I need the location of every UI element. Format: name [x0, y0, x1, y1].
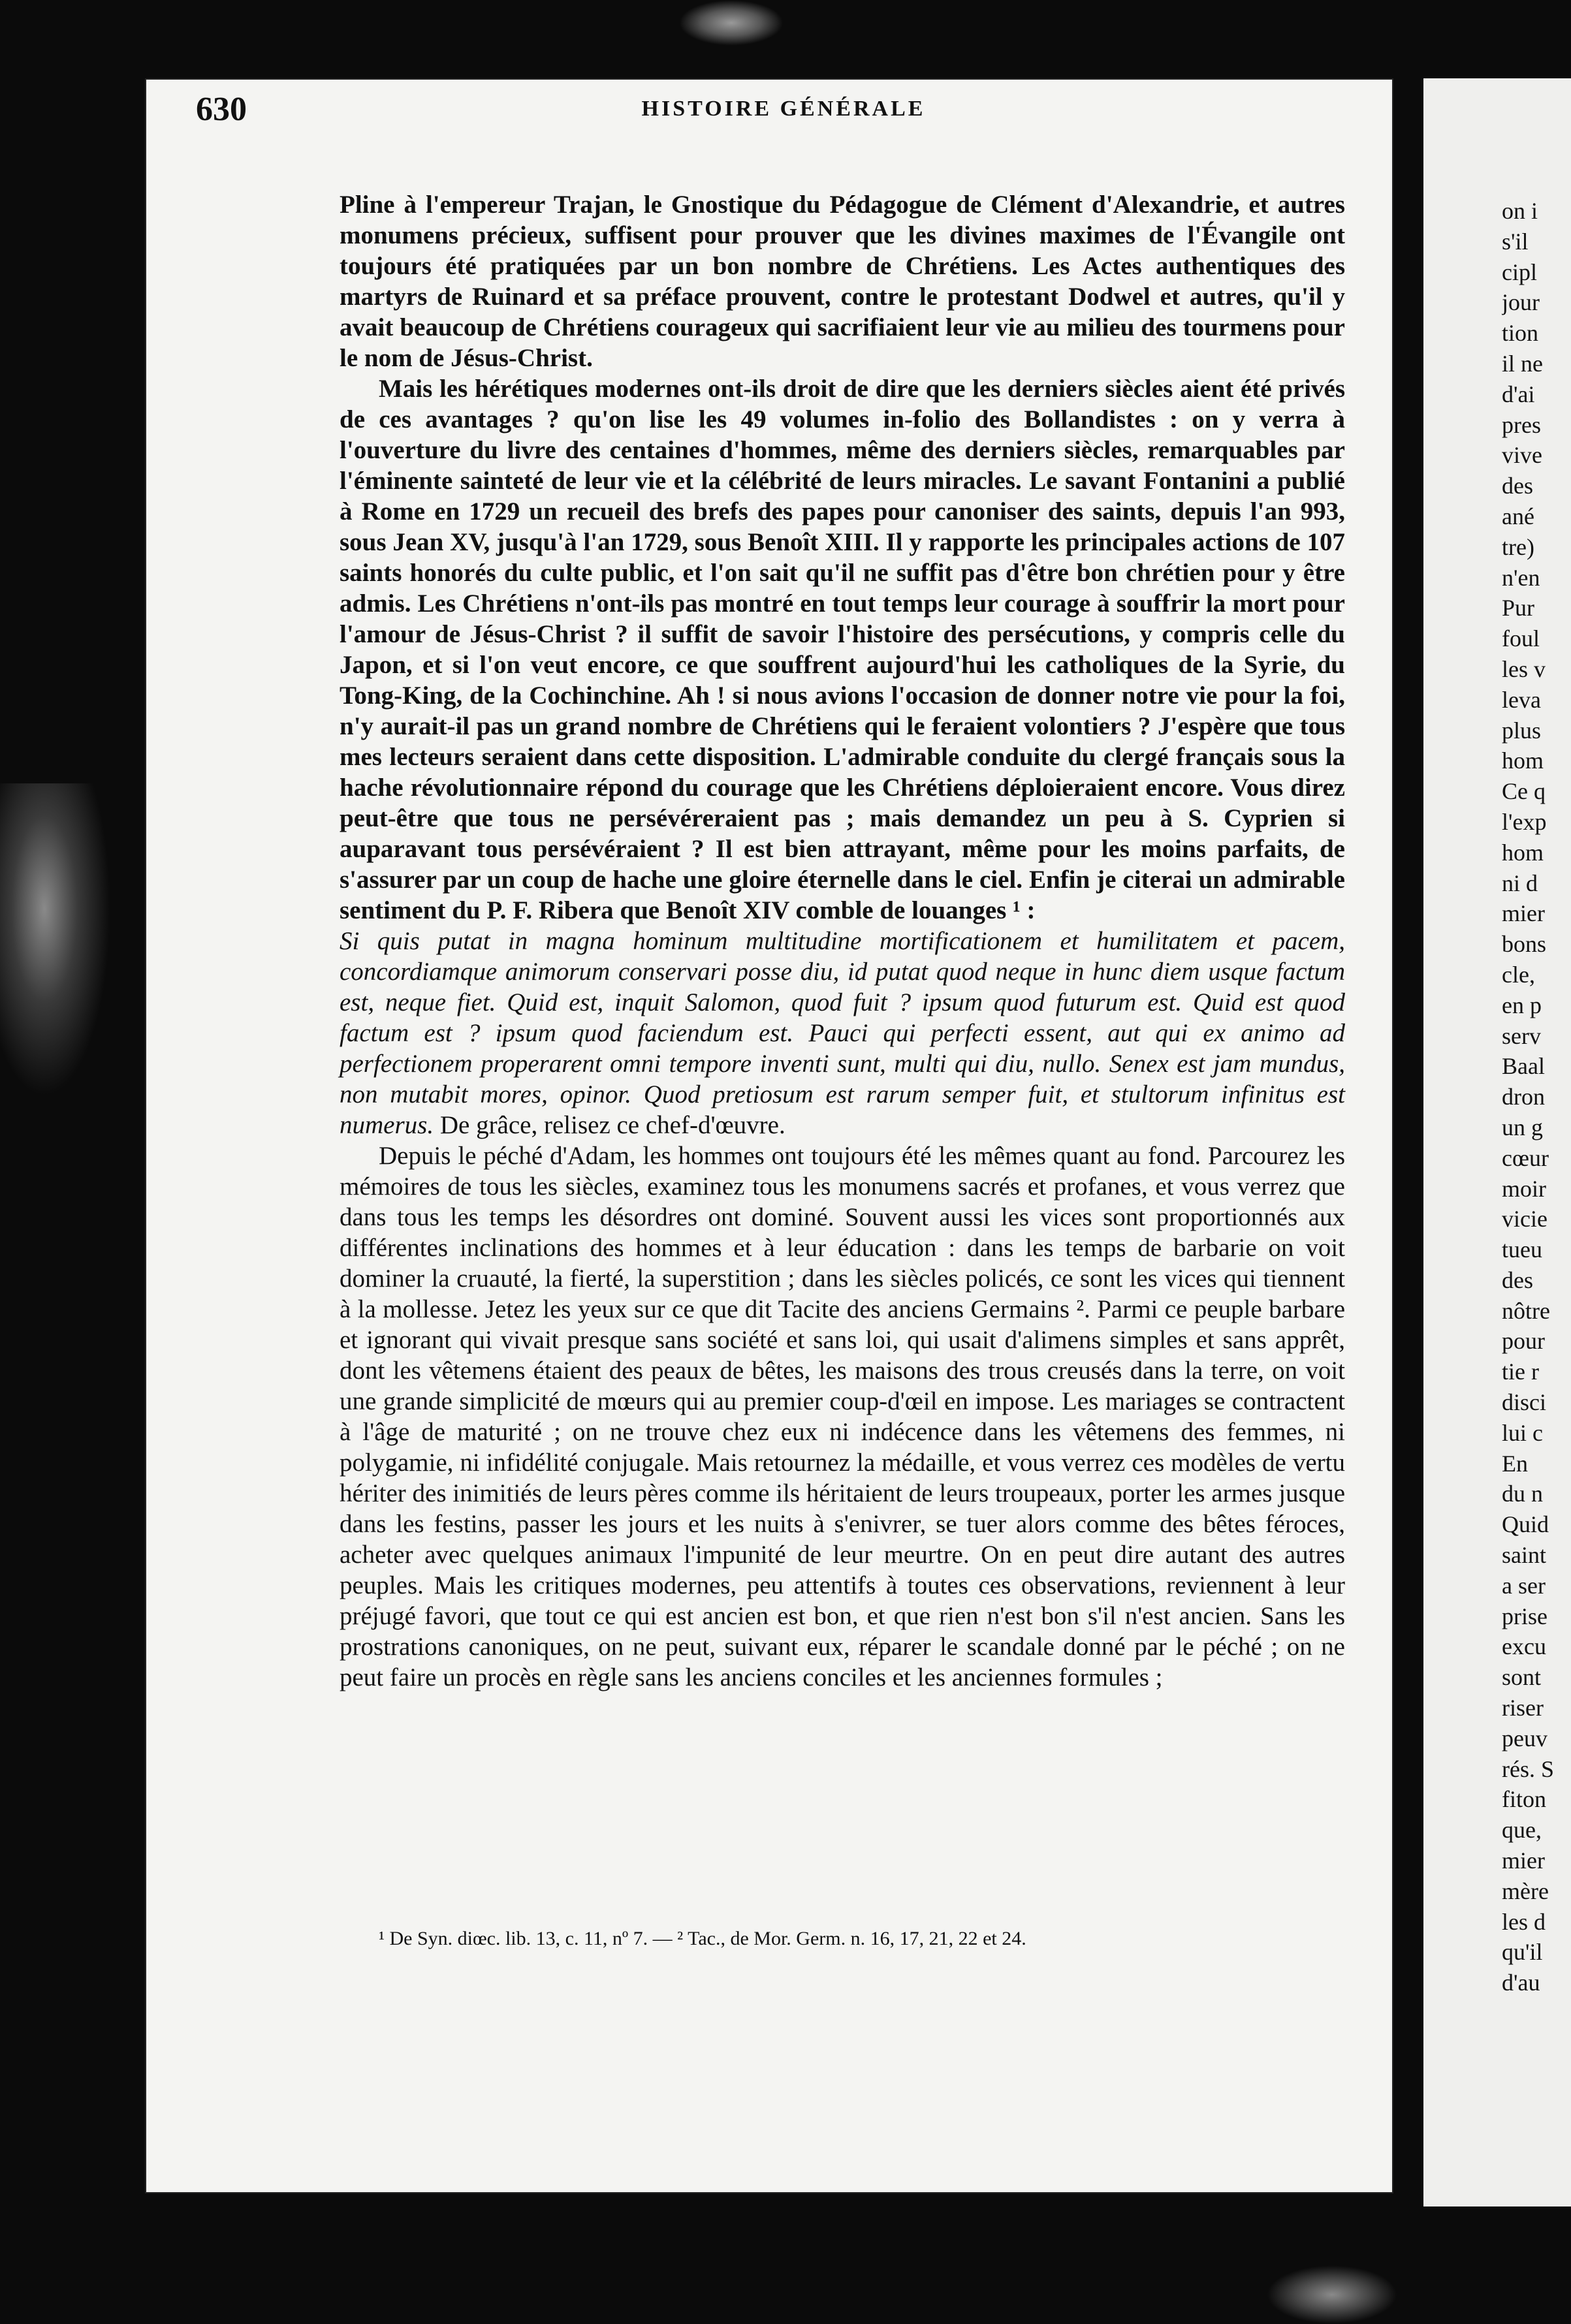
facing-page-line: pres	[1502, 411, 1541, 438]
facing-page-line: serv	[1502, 1022, 1541, 1049]
facing-page-line: mier	[1502, 1847, 1545, 1874]
facing-page-line: cipl	[1502, 259, 1537, 285]
facing-page-line: cœur	[1502, 1144, 1549, 1171]
facing-page-line: des	[1502, 473, 1533, 499]
facing-page-line: d'au	[1502, 1970, 1540, 1996]
facing-page-line: mère	[1502, 1877, 1549, 1904]
scan-speck	[0, 783, 111, 1097]
main-text	[340, 189, 1345, 1693]
facing-page-line: disci	[1502, 1389, 1546, 1416]
facing-page-line: dron	[1502, 1084, 1545, 1110]
facing-page-line: jour	[1502, 289, 1540, 316]
facing-page-line: ané	[1502, 503, 1534, 529]
facing-page-line: prise	[1502, 1603, 1547, 1629]
facing-page-line: tre)	[1502, 533, 1534, 560]
facing-page-line: l'exp	[1502, 808, 1547, 835]
running-head: HISTOIRE GÉNÉRALE	[641, 97, 926, 121]
facing-page-line: on i	[1502, 198, 1538, 224]
page-header	[196, 90, 1371, 136]
facing-page-line: leva	[1502, 686, 1541, 713]
latin-quote: Si quis putat in magna hominum multitudine mortificationem et humilitatem et pacem, concordiamque animorum conservari posse diu, id putat quod neque in hunc diem usque factum est, neque fiet. Quid est, inquit Salomon, quod fuit ? ipsum quod futurum est. Quid est quod factum est ? ipsum quod faciendum est. Pauci qui perfecti essent, aut qui ex animo ad perfectionem properarent omni tempore inventi sunt, multi qui diu, nullo. Senex est jam mundus, non mutabit mores, opinor. Quod pretiosum est rarum semper fuit, et stultorum infinitus est numerus.	[340, 927, 1345, 1139]
facing-page-line: ni d	[1502, 870, 1538, 896]
scan-speck	[1267, 2265, 1397, 2324]
facing-page-line: que,	[1502, 1817, 1542, 1844]
facing-page-line: du n	[1502, 1481, 1543, 1507]
facing-page-line: les d	[1502, 1908, 1546, 1935]
facing-page-line: mier	[1502, 900, 1545, 927]
paragraph: Pline à l'empereur Trajan, le Gnostique du Pédagogue de Clément d'Alexandrie, et autres monumens précieux, suffisent pour prouver que les divines maximes de l'Évangile ont toujours été pratiquées par un bon nombre de Chrétiens. Les Actes authentiques des martyrs de Ruinard et sa préface prouvent, contre le protestant Dodwel et autres, qu'il y avait beaucoup de Chrétiens courageux qui sacrifiaient leur vie au milieu des tourmens pour le nom de Jésus-Christ.	[340, 191, 1345, 372]
facing-page-line: tueu	[1502, 1236, 1542, 1263]
facing-page-line: d'ai	[1502, 381, 1535, 407]
paragraph: Depuis le péché d'Adam, les hommes ont toujours été les mêmes quant au fond. Parcourez les mémoires de tous les siècles, examinez tous les monumens sacrés et profanes, et vous verrez que dans tous les temps les désordres ont dominé. Souvent aussi les vices sont proportionnés aux différentes inclinations des hommes et à leur éducation : dans les temps de barbarie on voit dominer la cruauté, la fierté, la superstition ; dans les siècles policés, ce sont les vices qui tiennent à la mollesse. Jetez les yeux sur ce que dit Tacite des anciens Germains ². Parmi ce peuple barbare et ignorant qui vivait presque sans société et sans loi, qui usait d'alimens simples et sans apprêt, dont les vêtemens étaient des peaux de bêtes, les maisons des trous creusés dans la terre, on voit une grande simplicité de mœurs qui au premier coup-d'œil en impose. Les mariages se contractent à l'âge de maturité ; on ne trouve chez eux ni indécence dans les vêtemens des femmes, ni polygamie, ni infidélité conjugale. Mais retournez la médaille, et vous verrez ces modèles de vertu hériter des inimitiés de leurs pères comme ils héritaient de leurs troupeaux, porter les armes jusque dans les festins, passer les jours et les nuits à s'enivrer, se tuer alors comme des bêtes féroces, acheter avec quelques animaux l'impunité de leur meurtre. On en peut dire autant des autres peuples. Mais les critiques modernes, peu attentifs à toutes ces observations, reviennent à leur préjugé favori, que tout ce qui est ancien est bon, et que rien n'est bon s'il n'est ancien. Sans les prostrations canoniques, on ne peut, suivant eux, réparer le scandale donné par le péché ; on ne peut faire un procès en règle sans les anciens conciles et les anciennes formules ;	[340, 1142, 1346, 1691]
facing-page-line: vive	[1502, 442, 1542, 469]
footnotes: ¹ De Syn. diœc. lib. 13, c. 11, nº 7. — ² Tac., de Mor. Germ. n. 16, 17, 21, 22 et 24.	[379, 1928, 1026, 1949]
facing-page-line: hom	[1502, 747, 1544, 774]
facing-page-line: il ne	[1502, 350, 1543, 377]
latin-after: De grâce, relisez ce chef-d'œuvre.	[434, 1111, 786, 1139]
facing-page-line: tion	[1502, 320, 1539, 347]
facing-page-line: foul	[1502, 625, 1540, 652]
facing-page-line: pour	[1502, 1328, 1545, 1355]
facing-page-line: riser	[1502, 1695, 1544, 1721]
facing-page-line: excu	[1502, 1633, 1546, 1660]
facing-page-line: fiton	[1502, 1786, 1546, 1813]
scan-speck	[679, 0, 784, 46]
facing-page-line: Pur	[1502, 595, 1535, 621]
page-number: 630	[196, 91, 247, 128]
facing-page-line: moir	[1502, 1175, 1546, 1202]
facing-page-line: Baal	[1502, 1053, 1545, 1080]
facing-page-line: lui c	[1502, 1419, 1543, 1446]
facing-page-text	[1502, 196, 1571, 1998]
facing-page-line: Quid	[1502, 1511, 1549, 1538]
facing-page-line: en p	[1502, 992, 1542, 1018]
facing-page-line: En	[1502, 1450, 1528, 1477]
facing-page-line: nôtre	[1502, 1297, 1550, 1324]
facing-page-line: vicie	[1502, 1206, 1547, 1233]
facing-page-line: qu'il	[1502, 1939, 1543, 1966]
facing-page-line: plus	[1502, 717, 1542, 744]
facing-page-line: peuv	[1502, 1725, 1547, 1751]
facing-page-line: a ser	[1502, 1572, 1546, 1599]
facing-page-line: tie r	[1502, 1358, 1539, 1385]
facing-page-line: bons	[1502, 931, 1547, 958]
facing-page-line: sont	[1502, 1664, 1542, 1691]
latin-quote-paragraph	[340, 926, 1345, 1140]
facing-page-line: cle,	[1502, 961, 1535, 988]
facing-page-line: un g	[1502, 1114, 1543, 1140]
facing-page-line: saint	[1502, 1542, 1546, 1569]
facing-page-line: n'en	[1502, 564, 1540, 591]
paragraph: Mais les hérétiques modernes ont-ils droit de dire que les derniers siècles aient été privés de ces avantages ? qu'on lise les 49 volumes in-folio des Bollandistes : on y verra à l'ouverture du livre des centaines d'hommes, même des derniers siècles, remarquables par l'éminente sainteté de leur vie et la célébrité de leurs miracles. Le savant Fontanini a publié à Rome en 1729 un recueil des brefs des papes pour canoniser des saints, depuis l'an 993, sous Jean XV, jusqu'à l'an 1729, sous Benoît XIII. Il y rapporte les principales actions de 107 saints honorés du culte public, et l'on sait qu'il ne suffit pas d'être bon chrétien pour y être admis. Les Chrétiens n'ont-ils pas montré en tout temps leur courage à souffrir la mort pour l'amour de Jésus-Christ ? il suffit de savoir l'histoire des persécutions, y compris celle du Japon, et si l'on veut encore, ce que souffrent aujourd'hui les catholiques de la Syrie, du Tong-King, de la Cochinchine. Ah ! si nous avions l'occasion de donner notre vie pour la foi, n'y aurait-il pas un grand nombre de Chrétiens qui le feraient volontiers ? J'espère que tous mes lecteurs seraient dans cette disposition. L'admirable conduite du clergé français sous la hache révolutionnaire répond du courage que les Chrétiens déploieraient encore. Vous direz peut-être que tous ne persévéreraient pas ; mais demandez un peu à S. Cyprien si auparavant tous persévéraient ? Il est bien attrayant, même pour les moins parfaits, de s'assurer par un coup de hache une gloire éternelle dans le ciel. Enfin je citerai un admirable sentiment du P. F. Ribera que Benoît XIV comble de louanges ¹ :	[340, 375, 1345, 924]
facing-page-line: les v	[1502, 655, 1546, 682]
facing-page-line: des	[1502, 1266, 1533, 1293]
facing-page-line: Ce q	[1502, 778, 1546, 805]
facing-page-line: rés. S	[1502, 1755, 1554, 1782]
facing-page-line: hom	[1502, 839, 1544, 866]
facing-page-line: s'il	[1502, 228, 1529, 255]
